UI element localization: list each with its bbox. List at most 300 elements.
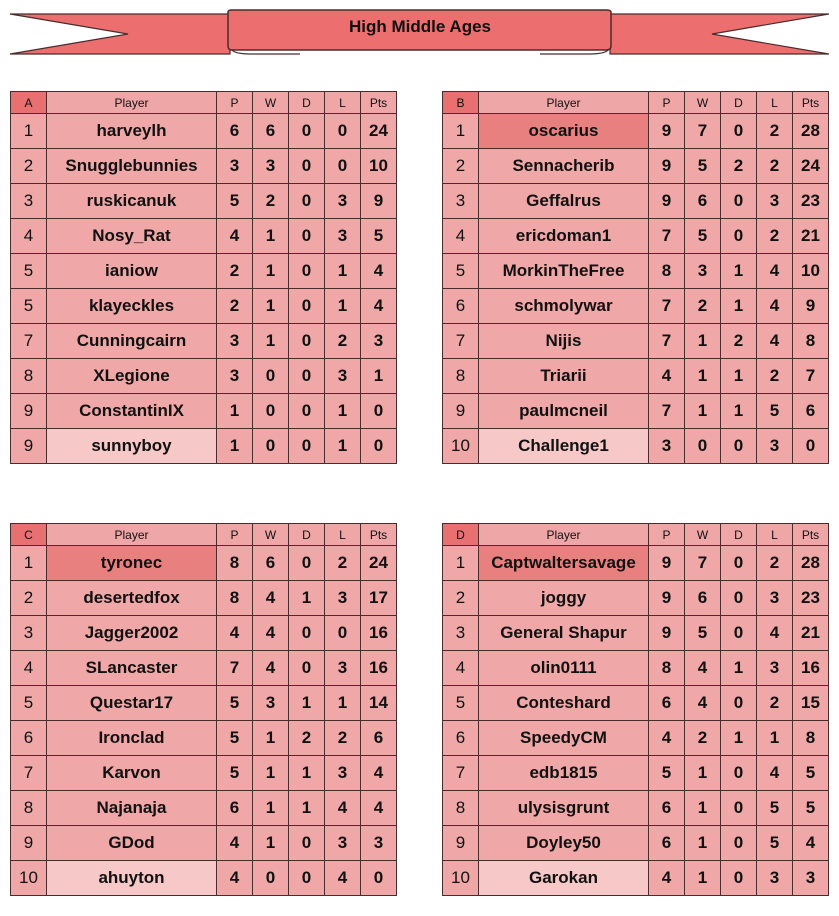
lost-cell: 2 <box>757 219 793 254</box>
won-cell: 4 <box>253 581 289 616</box>
table-header-row <box>443 524 829 546</box>
header-player: Player <box>479 92 649 114</box>
rank-cell: 10 <box>443 861 479 896</box>
rank-cell: 3 <box>11 616 47 651</box>
player-name-cell: GDod <box>47 826 217 861</box>
drawn-cell: 1 <box>289 581 325 616</box>
table-row <box>11 359 397 394</box>
rank-cell: 5 <box>11 289 47 324</box>
points-cell: 16 <box>361 651 397 686</box>
played-cell: 8 <box>649 254 685 289</box>
group-table-a <box>10 91 397 464</box>
header-lost: L <box>325 524 361 546</box>
banner-right-tail <box>610 14 829 54</box>
player-name-cell: harveylh <box>47 114 217 149</box>
rank-cell: 5 <box>11 254 47 289</box>
won-cell: 1 <box>685 756 721 791</box>
points-cell: 0 <box>361 861 397 896</box>
won-cell: 1 <box>685 791 721 826</box>
points-cell: 0 <box>361 429 397 464</box>
points-cell: 1 <box>361 359 397 394</box>
played-cell: 3 <box>217 324 253 359</box>
points-cell: 21 <box>793 616 829 651</box>
drawn-cell: 0 <box>721 686 757 721</box>
won-cell: 0 <box>253 429 289 464</box>
played-cell: 4 <box>649 721 685 756</box>
won-cell: 0 <box>685 429 721 464</box>
player-name-cell: Nijis <box>479 324 649 359</box>
won-cell: 3 <box>253 686 289 721</box>
rank-cell: 5 <box>11 686 47 721</box>
won-cell: 1 <box>253 791 289 826</box>
won-cell: 1 <box>685 826 721 861</box>
points-cell: 10 <box>793 254 829 289</box>
played-cell: 1 <box>217 429 253 464</box>
played-cell: 5 <box>649 756 685 791</box>
header-points: Pts <box>361 524 397 546</box>
points-cell: 23 <box>793 581 829 616</box>
drawn-cell: 0 <box>289 651 325 686</box>
drawn-cell: 0 <box>721 184 757 219</box>
points-cell: 5 <box>361 219 397 254</box>
drawn-cell: 1 <box>721 721 757 756</box>
player-name-cell: Jagger2002 <box>47 616 217 651</box>
rank-cell: 5 <box>443 686 479 721</box>
drawn-cell: 0 <box>289 429 325 464</box>
won-cell: 6 <box>685 184 721 219</box>
drawn-cell: 0 <box>721 616 757 651</box>
player-name-cell: Conteshard <box>479 686 649 721</box>
player-name-cell: schmolywar <box>479 289 649 324</box>
drawn-cell: 0 <box>721 581 757 616</box>
player-name-cell: Challenge1 <box>479 429 649 464</box>
drawn-cell: 0 <box>721 756 757 791</box>
table-row <box>11 289 397 324</box>
table-row <box>443 394 829 429</box>
table-row <box>443 359 829 394</box>
lost-cell: 0 <box>325 114 361 149</box>
won-cell: 0 <box>253 359 289 394</box>
table-row <box>11 219 397 254</box>
drawn-cell: 0 <box>289 359 325 394</box>
points-cell: 6 <box>361 721 397 756</box>
player-name-cell: Triarii <box>479 359 649 394</box>
header-drawn: D <box>289 524 325 546</box>
won-cell: 6 <box>685 581 721 616</box>
table-row <box>11 616 397 651</box>
lost-cell: 3 <box>325 184 361 219</box>
table-header-row <box>443 92 829 114</box>
points-cell: 3 <box>361 324 397 359</box>
group-letter: C <box>11 524 47 546</box>
points-cell: 10 <box>361 149 397 184</box>
table-row <box>11 429 397 464</box>
header-lost: L <box>325 92 361 114</box>
rank-cell: 4 <box>11 219 47 254</box>
header-won: W <box>253 92 289 114</box>
player-name-cell: ConstantinIX <box>47 394 217 429</box>
header-won: W <box>253 524 289 546</box>
header-points: Pts <box>361 92 397 114</box>
player-name-cell: ulysisgrunt <box>479 791 649 826</box>
table-row <box>11 149 397 184</box>
header-player: Player <box>47 92 217 114</box>
drawn-cell: 0 <box>721 429 757 464</box>
rank-cell: 2 <box>443 581 479 616</box>
drawn-cell: 1 <box>721 289 757 324</box>
table-row <box>443 861 829 896</box>
drawn-cell: 0 <box>289 394 325 429</box>
drawn-cell: 2 <box>721 149 757 184</box>
lost-cell: 3 <box>757 581 793 616</box>
rank-cell: 8 <box>11 359 47 394</box>
lost-cell: 3 <box>325 756 361 791</box>
player-name-cell: General Shapur <box>479 616 649 651</box>
lost-cell: 1 <box>325 429 361 464</box>
table-row <box>11 581 397 616</box>
played-cell: 7 <box>649 394 685 429</box>
drawn-cell: 1 <box>289 791 325 826</box>
played-cell: 2 <box>217 254 253 289</box>
won-cell: 2 <box>253 184 289 219</box>
table-row <box>443 756 829 791</box>
player-name-cell: Cunningcairn <box>47 324 217 359</box>
points-cell: 16 <box>793 651 829 686</box>
header-won: W <box>685 524 721 546</box>
points-cell: 24 <box>361 114 397 149</box>
group-letter: A <box>11 92 47 114</box>
points-cell: 7 <box>793 359 829 394</box>
drawn-cell: 0 <box>289 149 325 184</box>
points-cell: 14 <box>361 686 397 721</box>
rank-cell: 7 <box>11 756 47 791</box>
rank-cell: 10 <box>443 429 479 464</box>
won-cell: 1 <box>685 324 721 359</box>
table-row <box>443 184 829 219</box>
played-cell: 9 <box>649 581 685 616</box>
rank-cell: 8 <box>11 791 47 826</box>
points-cell: 24 <box>361 546 397 581</box>
points-cell: 23 <box>793 184 829 219</box>
table-row <box>11 184 397 219</box>
won-cell: 0 <box>253 394 289 429</box>
points-cell: 21 <box>793 219 829 254</box>
header-played: P <box>217 524 253 546</box>
played-cell: 5 <box>217 721 253 756</box>
lost-cell: 1 <box>757 721 793 756</box>
rank-cell: 2 <box>443 149 479 184</box>
rank-cell: 9 <box>11 826 47 861</box>
won-cell: 5 <box>685 149 721 184</box>
table-row <box>443 254 829 289</box>
lost-cell: 3 <box>325 651 361 686</box>
drawn-cell: 1 <box>721 651 757 686</box>
played-cell: 9 <box>649 114 685 149</box>
played-cell: 7 <box>649 219 685 254</box>
header-won: W <box>685 92 721 114</box>
points-cell: 5 <box>793 756 829 791</box>
lost-cell: 4 <box>757 324 793 359</box>
drawn-cell: 0 <box>289 289 325 324</box>
played-cell: 4 <box>649 359 685 394</box>
rank-cell: 7 <box>443 324 479 359</box>
drawn-cell: 0 <box>289 826 325 861</box>
table-row <box>443 546 829 581</box>
player-name-cell: Karvon <box>47 756 217 791</box>
table-row <box>443 581 829 616</box>
points-cell: 0 <box>361 394 397 429</box>
played-cell: 3 <box>217 359 253 394</box>
player-name-cell: sunnyboy <box>47 429 217 464</box>
table-header-row <box>11 92 397 114</box>
points-cell: 24 <box>793 149 829 184</box>
lost-cell: 4 <box>757 289 793 324</box>
rank-cell: 2 <box>11 581 47 616</box>
table-row <box>443 721 829 756</box>
lost-cell: 2 <box>757 114 793 149</box>
player-name-cell: ericdoman1 <box>479 219 649 254</box>
won-cell: 3 <box>685 254 721 289</box>
won-cell: 4 <box>685 651 721 686</box>
played-cell: 9 <box>649 546 685 581</box>
rank-cell: 8 <box>443 359 479 394</box>
table-row <box>443 651 829 686</box>
played-cell: 4 <box>217 616 253 651</box>
player-name-cell: ruskicanuk <box>47 184 217 219</box>
rank-cell: 4 <box>11 651 47 686</box>
points-cell: 9 <box>793 289 829 324</box>
lost-cell: 4 <box>757 254 793 289</box>
table-row <box>443 686 829 721</box>
points-cell: 16 <box>361 616 397 651</box>
header-played: P <box>649 524 685 546</box>
drawn-cell: 0 <box>289 184 325 219</box>
won-cell: 6 <box>253 114 289 149</box>
lost-cell: 0 <box>325 149 361 184</box>
table-row <box>11 651 397 686</box>
played-cell: 7 <box>217 651 253 686</box>
table-row <box>443 324 829 359</box>
player-name-cell: Doyley50 <box>479 826 649 861</box>
lost-cell: 1 <box>325 289 361 324</box>
player-name-cell: MorkinTheFree <box>479 254 649 289</box>
played-cell: 4 <box>217 826 253 861</box>
header-played: P <box>217 92 253 114</box>
played-cell: 6 <box>217 791 253 826</box>
played-cell: 4 <box>649 861 685 896</box>
lost-cell: 2 <box>757 359 793 394</box>
won-cell: 4 <box>253 651 289 686</box>
rank-cell: 3 <box>11 184 47 219</box>
drawn-cell: 1 <box>289 686 325 721</box>
played-cell: 8 <box>649 651 685 686</box>
group-table-d <box>442 523 829 896</box>
rank-cell: 9 <box>443 394 479 429</box>
points-cell: 9 <box>361 184 397 219</box>
won-cell: 1 <box>253 826 289 861</box>
player-name-cell: Questar17 <box>47 686 217 721</box>
played-cell: 7 <box>649 324 685 359</box>
rank-cell: 4 <box>443 651 479 686</box>
lost-cell: 1 <box>325 254 361 289</box>
points-cell: 4 <box>361 254 397 289</box>
drawn-cell: 2 <box>289 721 325 756</box>
won-cell: 4 <box>685 686 721 721</box>
table-row <box>443 219 829 254</box>
lost-cell: 5 <box>757 394 793 429</box>
rank-cell: 7 <box>443 756 479 791</box>
banner-left-tail <box>10 14 230 54</box>
lost-cell: 3 <box>325 581 361 616</box>
table-row <box>443 289 829 324</box>
played-cell: 8 <box>217 581 253 616</box>
played-cell: 3 <box>649 429 685 464</box>
played-cell: 4 <box>217 219 253 254</box>
drawn-cell: 0 <box>289 219 325 254</box>
player-name-cell: paulmcneil <box>479 394 649 429</box>
points-cell: 15 <box>793 686 829 721</box>
lost-cell: 5 <box>757 791 793 826</box>
won-cell: 1 <box>253 219 289 254</box>
group-letter: B <box>443 92 479 114</box>
table-row <box>11 114 397 149</box>
points-cell: 4 <box>793 826 829 861</box>
rank-cell: 6 <box>443 289 479 324</box>
lost-cell: 3 <box>757 184 793 219</box>
page-title: High Middle Ages <box>349 17 491 36</box>
group-letter: D <box>443 524 479 546</box>
rank-cell: 6 <box>443 721 479 756</box>
rank-cell: 10 <box>11 861 47 896</box>
lost-cell: 2 <box>325 546 361 581</box>
drawn-cell: 2 <box>721 324 757 359</box>
won-cell: 1 <box>253 756 289 791</box>
player-name-cell: ahuyton <box>47 861 217 896</box>
points-cell: 3 <box>793 861 829 896</box>
header-drawn: D <box>721 524 757 546</box>
group-table-c <box>10 523 397 896</box>
table-row <box>443 616 829 651</box>
played-cell: 9 <box>649 149 685 184</box>
points-cell: 3 <box>361 826 397 861</box>
lost-cell: 4 <box>325 791 361 826</box>
points-cell: 5 <box>793 791 829 826</box>
player-name-cell: Garokan <box>479 861 649 896</box>
lost-cell: 2 <box>757 686 793 721</box>
points-cell: 8 <box>793 324 829 359</box>
header-drawn: D <box>289 92 325 114</box>
lost-cell: 3 <box>757 651 793 686</box>
drawn-cell: 1 <box>721 254 757 289</box>
rank-cell: 2 <box>11 149 47 184</box>
drawn-cell: 0 <box>289 114 325 149</box>
player-name-cell: olin0111 <box>479 651 649 686</box>
drawn-cell: 0 <box>289 254 325 289</box>
player-name-cell: Sennacherib <box>479 149 649 184</box>
table-row <box>443 114 829 149</box>
player-name-cell: klayeckles <box>47 289 217 324</box>
won-cell: 1 <box>253 254 289 289</box>
table-row <box>11 546 397 581</box>
played-cell: 9 <box>649 184 685 219</box>
won-cell: 3 <box>253 149 289 184</box>
lost-cell: 2 <box>757 149 793 184</box>
rank-cell: 8 <box>443 791 479 826</box>
rank-cell: 1 <box>443 546 479 581</box>
won-cell: 0 <box>253 861 289 896</box>
player-name-cell: Najanaja <box>47 791 217 826</box>
lost-cell: 2 <box>757 546 793 581</box>
lost-cell: 4 <box>757 756 793 791</box>
won-cell: 2 <box>685 289 721 324</box>
drawn-cell: 0 <box>721 826 757 861</box>
table-row <box>443 429 829 464</box>
table-row <box>443 826 829 861</box>
table-header-row <box>11 524 397 546</box>
player-name-cell: joggy <box>479 581 649 616</box>
rank-cell: 9 <box>11 429 47 464</box>
table-row <box>11 254 397 289</box>
lost-cell: 3 <box>325 359 361 394</box>
played-cell: 5 <box>217 756 253 791</box>
player-name-cell: tyronec <box>47 546 217 581</box>
drawn-cell: 0 <box>721 861 757 896</box>
player-name-cell: desertedfox <box>47 581 217 616</box>
lost-cell: 1 <box>325 394 361 429</box>
table-row <box>11 721 397 756</box>
played-cell: 6 <box>649 791 685 826</box>
won-cell: 1 <box>685 394 721 429</box>
won-cell: 5 <box>685 219 721 254</box>
header-lost: L <box>757 524 793 546</box>
won-cell: 7 <box>685 114 721 149</box>
played-cell: 9 <box>649 616 685 651</box>
drawn-cell: 0 <box>721 219 757 254</box>
rank-cell: 9 <box>443 826 479 861</box>
rank-cell: 1 <box>443 114 479 149</box>
drawn-cell: 0 <box>289 324 325 359</box>
rank-cell: 3 <box>443 616 479 651</box>
points-cell: 8 <box>793 721 829 756</box>
rank-cell: 6 <box>11 721 47 756</box>
drawn-cell: 0 <box>289 546 325 581</box>
player-name-cell: SpeedyCM <box>479 721 649 756</box>
won-cell: 7 <box>685 546 721 581</box>
points-cell: 4 <box>361 289 397 324</box>
won-cell: 1 <box>253 721 289 756</box>
lost-cell: 4 <box>757 616 793 651</box>
won-cell: 4 <box>253 616 289 651</box>
points-cell: 28 <box>793 114 829 149</box>
points-cell: 6 <box>793 394 829 429</box>
header-played: P <box>649 92 685 114</box>
header-points: Pts <box>793 92 829 114</box>
points-cell: 17 <box>361 581 397 616</box>
lost-cell: 0 <box>325 616 361 651</box>
rank-cell: 7 <box>11 324 47 359</box>
player-name-cell: XLegione <box>47 359 217 394</box>
drawn-cell: 1 <box>289 756 325 791</box>
header-drawn: D <box>721 92 757 114</box>
points-cell: 4 <box>361 756 397 791</box>
played-cell: 5 <box>217 184 253 219</box>
won-cell: 5 <box>685 616 721 651</box>
played-cell: 7 <box>649 289 685 324</box>
lost-cell: 1 <box>325 686 361 721</box>
lost-cell: 2 <box>325 324 361 359</box>
player-name-cell: Captwaltersavage <box>479 546 649 581</box>
lost-cell: 3 <box>757 429 793 464</box>
